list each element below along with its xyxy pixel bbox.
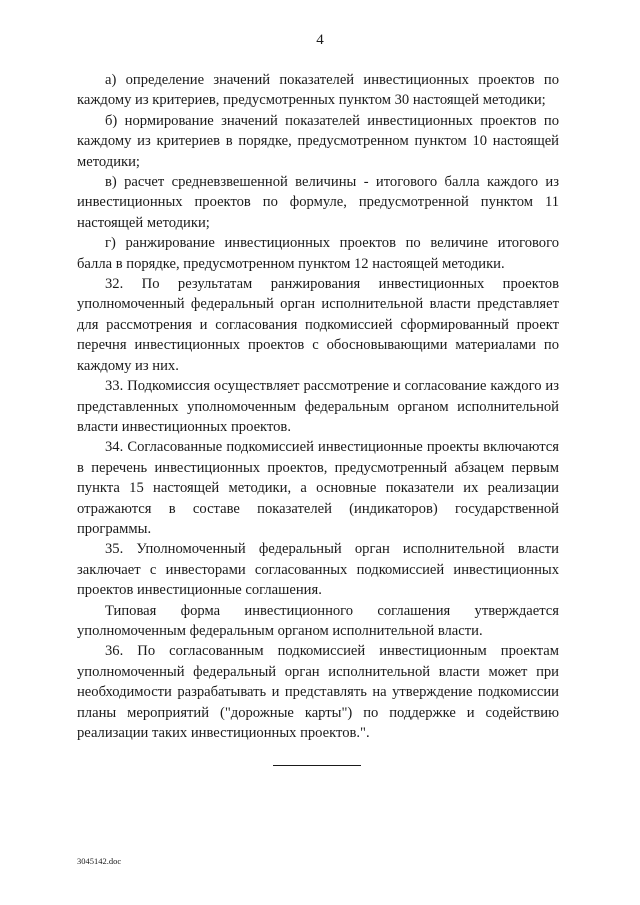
page-number: 4 [316,32,324,48]
end-divider [273,765,361,766]
paragraph-a: а) определение значений показателей инвестиционных проектов по каждому из критериев, предусмотренных пунктом 30 настоящей методики; [77,72,559,109]
paragraph-35: 35. Уполномоченный федеральный орган исполнительной власти заключает с инвесторами согласованных подкомиссией инвестиционных проектов инвестиционные соглашения. [77,541,559,599]
paragraph-34: 34. Согласованные подкомиссией инвестиционные проекты включаются в перечень инвестиционных проектов, предусмотренный абзацем первым пункта 15 настоящей методики, а основные показатели их реализации отражаются в составе показателей (индикаторов) государственной программы. [77,439,559,537]
paragraph-32: 32. По результатам ранжирования инвестиционных проектов уполномоченный федеральный орган исполнительной власти представляет для рассмотрения и согласования подкомиссией сформированный проект перечня инвестиционных проектов с обосновывающими материалами по каждому из них. [77,276,559,374]
paragraph-33: 33. Подкомиссия осуществляет рассмотрение и согласование каждого из представленных уполномоченным федеральным органом исполнительной власти инвестиционных проектов. [77,378,559,435]
paragraph-g: г) ранжирование инвестиционных проектов по величине итогового балла в порядке, предусмотренном пунктом 12 настоящей методики. [77,235,559,272]
paragraph-b: б) нормирование значений показателей инвестиционных проектов по каждому из критериев в порядке, предусмотренном пунктом 10 настоящей методики; [77,112,559,170]
document-code: 3045142.doc [77,856,122,866]
paragraph-36: 36. По согласованным подкомиссией инвестиционным проектам уполномоченный федеральный орган исполнительной власти может при необходимости разрабатывать и представлять на утверждение подкомиссии планы мероприятий ("дорожные карты") по поддержке и содействию реализации таких инвестиционных проектов.". [77,643,559,741]
paragraph-35-form: Типовая форма инвестиционного соглашения утверждается уполномоченным федеральным органом исполнительной власти. [77,602,559,639]
paragraph-v: в) расчет средневзвешенной величины - итогового балла каждого из инвестиционных проектов по формуле, предусмотренной пунктом 11 настоящей методики; [77,174,559,231]
document-body [77,70,559,743]
